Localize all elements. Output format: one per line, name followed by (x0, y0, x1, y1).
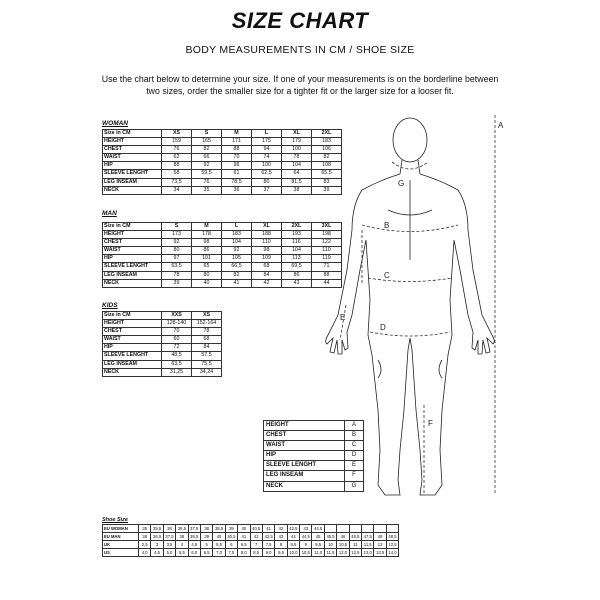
shoe-cell (362, 525, 374, 533)
table-cell: 38 (282, 186, 312, 194)
key-letter: F (345, 471, 364, 481)
shoe-cell: 45,5 (324, 533, 336, 541)
label-f: F (428, 419, 433, 428)
shoe-row (103, 541, 399, 549)
table-cell: 76 (192, 178, 222, 186)
table-cell: 62,5 (252, 170, 282, 178)
table-row (103, 336, 222, 344)
table-cell: 70 (162, 328, 192, 336)
shoe-cell: 6,0 (188, 549, 200, 557)
key-measurement: WAIST (264, 441, 345, 451)
neck-measure-line (392, 162, 428, 169)
shoe-cell: 42 (275, 525, 287, 533)
column-header: XS (162, 130, 192, 138)
table-cell: 35 (192, 186, 222, 194)
table-cell: 63,5 (162, 263, 192, 271)
table-cell: 78 (192, 328, 222, 336)
shoe-cell: 44,5 (300, 533, 312, 541)
column-header: S (192, 130, 222, 138)
table-cell: 128-140 (162, 320, 192, 328)
shoe-cell: 38,5 (213, 525, 225, 533)
row-label: HIP (103, 344, 162, 352)
table-cell: 198 (312, 231, 342, 239)
table-row (103, 368, 222, 376)
shoe-cell: 40,5 (250, 525, 262, 533)
table-cell: 104 (282, 162, 312, 170)
key-measurement: CHEST (264, 431, 345, 441)
key-letter: A (345, 421, 364, 431)
table-row (103, 344, 222, 352)
table-cell: 72 (162, 344, 192, 352)
table-cell: 173 (162, 231, 192, 239)
shoe-cell: 7,0 (213, 549, 225, 557)
label-a: A (498, 121, 504, 130)
table-cell: 64 (282, 170, 312, 178)
table-cell: 165 (192, 138, 222, 146)
shoe-cell: 36 (163, 525, 175, 533)
table-cell: 193 (282, 231, 312, 239)
column-header: Size in CM (103, 130, 162, 138)
row-label: HEIGHT (103, 320, 162, 328)
table-cell: 42 (252, 279, 282, 287)
table-cell: 31,25 (162, 368, 192, 376)
table-cell: 109 (252, 255, 282, 263)
shoe-cell: 5 (200, 541, 212, 549)
table-cell: 92 (192, 162, 222, 170)
table-cell: 171 (222, 138, 252, 146)
shoe-cell: 8,5 (287, 541, 299, 549)
table-cell: 66 (192, 154, 222, 162)
shoe-cell: 47,5 (362, 533, 374, 541)
row-label: NECK (103, 186, 162, 194)
shoe-cell (386, 525, 398, 533)
shoe-cell: 9 (300, 541, 312, 549)
column-header: 2XL (312, 130, 342, 138)
shoe-row (103, 525, 399, 533)
shoe-row (103, 549, 399, 557)
shoe-cell: 48 (374, 533, 386, 541)
shoe-cell: 11,5 (362, 541, 374, 549)
table-cell: 66,5 (222, 263, 252, 271)
row-label: WAIST (103, 336, 162, 344)
table-cell: 39 (312, 186, 342, 194)
row-label: LEG INSEAM (103, 271, 162, 279)
table-cell: 81,5 (282, 178, 312, 186)
row-label: WAIST (103, 154, 162, 162)
row-label: SLEEVE LENGHT (103, 263, 162, 271)
column-header: 2XL (282, 223, 312, 231)
table-cell: 57,5 (192, 352, 222, 360)
shoe-cell: 40 (238, 525, 250, 533)
row-label: NECK (103, 368, 162, 376)
shoe-cell: 42 (250, 533, 262, 541)
table-cell: 58 (162, 170, 192, 178)
table-cell: 65,5 (312, 170, 342, 178)
shoe-size-title: Shoe Size (102, 517, 128, 523)
label-d: D (380, 323, 386, 332)
shoe-cell: 3,5 (163, 541, 175, 549)
shoe-cell: 37,5 (188, 525, 200, 533)
shoe-cell: 4 (176, 541, 188, 549)
table-cell: 113 (282, 255, 312, 263)
table-cell: 84 (252, 271, 282, 279)
table-cell: 36 (222, 186, 252, 194)
table-cell: 80 (252, 178, 282, 186)
table-cell: 69,5 (282, 263, 312, 271)
table-cell: 122 (312, 239, 342, 247)
table-cell: 68 (192, 336, 222, 344)
shoe-cell: 7 (250, 541, 262, 549)
table-cell: 83 (312, 178, 342, 186)
shoe-cell: 43 (300, 525, 312, 533)
column-header: XXS (162, 312, 192, 320)
shoe-cell: 46 (337, 533, 349, 541)
key-measurement: LEG INSEAM (264, 471, 345, 481)
table-cell: 98 (252, 247, 282, 255)
table-cell: 110 (252, 239, 282, 247)
shoe-cell: 3 (151, 541, 163, 549)
key-letter: G (345, 481, 364, 491)
shoe-cell: 12 (374, 541, 386, 549)
table-cell: 96 (222, 162, 252, 170)
table-cell: 44 (312, 279, 342, 287)
key-measurement: HEIGHT (264, 421, 345, 431)
row-label: CHEST (103, 146, 162, 154)
head-outline (393, 118, 427, 162)
label-b: B (384, 221, 390, 230)
column-header: 3XL (312, 223, 342, 231)
table-cell: 61 (222, 170, 252, 178)
shoe-row-label: EU MAN (103, 533, 139, 541)
page-subtitle: BODY MEASUREMENTS IN CM / SHOE SIZE (185, 44, 415, 56)
row-label: CHEST (103, 239, 162, 247)
shoe-row-label: EU WOMAN (103, 525, 139, 533)
man-section-title: MAN (102, 210, 117, 217)
table-cell: 84 (192, 344, 222, 352)
shoe-cell: 6 (225, 541, 237, 549)
table-cell: 119 (312, 255, 342, 263)
shoe-cell: 45 (312, 533, 324, 541)
key-letter: B (345, 431, 364, 441)
shoe-cell: 12,5 (386, 541, 398, 549)
shoe-cell: 35 (139, 525, 151, 533)
sleeve-measure-line (340, 305, 346, 340)
table-cell: 100 (282, 146, 312, 154)
shoe-cell (337, 525, 349, 533)
row-label: CHEST (103, 328, 162, 336)
table-cell: 82 (222, 271, 252, 279)
label-c: C (384, 271, 390, 280)
table-cell: 78 (162, 271, 192, 279)
shoe-cell: 9,5 (312, 541, 324, 549)
table-cell: 110 (312, 247, 342, 255)
kids-section-title: KIDS (102, 302, 118, 309)
table-cell: 88 (312, 271, 342, 279)
key-measurement: NECK (264, 481, 345, 491)
table-cell: 82 (192, 146, 222, 154)
table-cell: 94 (252, 146, 282, 154)
column-header: L (222, 223, 252, 231)
table-row (103, 320, 222, 328)
row-label: SLEEVE LENGHT (103, 352, 162, 360)
shoe-cell (374, 525, 386, 533)
column-header: Size in CM (103, 223, 162, 231)
column-header: M (222, 130, 252, 138)
shoe-cell: 7,5 (225, 549, 237, 557)
shoe-cell: 10,5 (337, 541, 349, 549)
column-header: M (192, 223, 222, 231)
shoe-cell: 10 (324, 541, 336, 549)
shoe-cell: 8 (275, 541, 287, 549)
table-cell: 183 (312, 138, 342, 146)
key-measurement: HIP (264, 451, 345, 461)
shoe-cell: 11,5 (324, 549, 336, 557)
row-label: NECK (103, 279, 162, 287)
table-cell: 97 (162, 255, 192, 263)
shoe-cell: 10,5 (300, 549, 312, 557)
shoe-cell: 48,5 (386, 533, 398, 541)
shoe-cell: 39 (225, 525, 237, 533)
shoe-cell: 36,5 (176, 525, 188, 533)
key-letter: D (345, 451, 364, 461)
table-cell: 104 (222, 239, 252, 247)
page-title: SIZE CHART (231, 8, 369, 33)
table-cell: 179 (282, 138, 312, 146)
shoe-cell: 41 (238, 533, 250, 541)
shoe-cell: 37,5 (163, 533, 175, 541)
table-cell: 86 (282, 271, 312, 279)
shoe-cell: 6,5 (238, 541, 250, 549)
table-cell: 39 (162, 279, 192, 287)
row-label: LEG INSEAM (103, 360, 162, 368)
table-cell: 75,5 (192, 360, 222, 368)
shoe-cell: 8,0 (238, 549, 250, 557)
table-cell: 105 (222, 255, 252, 263)
table-cell: 104 (282, 247, 312, 255)
shoe-cell: 11 (349, 541, 361, 549)
shoe-cell: 9,0 (262, 549, 274, 557)
table-cell: 178 (192, 231, 222, 239)
shoe-cell: 8,5 (250, 549, 262, 557)
table-row (103, 328, 222, 336)
shoe-cell: 4,5 (188, 541, 200, 549)
shoe-cell: 13,5 (374, 549, 386, 557)
shoe-cell: 44 (287, 533, 299, 541)
shoe-cell: 38,5 (188, 533, 200, 541)
table-cell: 63,5 (162, 360, 192, 368)
shoe-cell: 4,0 (139, 549, 151, 557)
table-cell: 80 (162, 247, 192, 255)
table-cell: 80 (192, 271, 222, 279)
key-measurement: SLEEVE LENGHT (264, 461, 345, 471)
key-letter: C (345, 441, 364, 451)
table-cell: 188 (252, 231, 282, 239)
shoe-cell: 38 (176, 533, 188, 541)
body-figure (300, 110, 510, 510)
shoe-cell (324, 525, 336, 533)
column-header: Size in CM (103, 312, 162, 320)
row-label: LEG INSEAM (103, 178, 162, 186)
table-cell: 78 (282, 154, 312, 162)
label-g: G (398, 179, 405, 188)
column-header: XL (282, 130, 312, 138)
shoe-cell: 7,5 (262, 541, 274, 549)
table-cell: 65 (192, 263, 222, 271)
shoe-cell: 39 (200, 533, 212, 541)
row-label: WAIST (103, 247, 162, 255)
table-cell: 98 (192, 239, 222, 247)
shoe-cell: 46,5 (349, 533, 361, 541)
table-cell: 73,5 (162, 178, 192, 186)
table-cell: 37 (252, 186, 282, 194)
shoe-cell: 42,5 (287, 525, 299, 533)
shoe-row (103, 533, 399, 541)
shoe-cell: 11,0 (312, 549, 324, 557)
row-label: HIP (103, 255, 162, 263)
table-cell: 106 (312, 146, 342, 154)
shoe-cell: 44,5 (312, 525, 324, 533)
waist-measure-line (368, 278, 452, 282)
table-cell: 40 (192, 279, 222, 287)
table-cell: 48,5 (162, 352, 192, 360)
shoe-cell: 10,0 (287, 549, 299, 557)
shoe-cell: 12,5 (349, 549, 361, 557)
table-cell: 183 (222, 231, 252, 239)
table-cell: 175 (252, 138, 282, 146)
table-cell: 68 (252, 263, 282, 271)
shoe-cell: 4,5 (151, 549, 163, 557)
table-cell: 101 (192, 255, 222, 263)
table-cell: 43 (282, 279, 312, 287)
shoe-cell: 42,5 (262, 533, 274, 541)
table-cell: 86 (192, 247, 222, 255)
shoe-cell: 38 (200, 525, 212, 533)
table-cell: 60 (162, 336, 192, 344)
table-cell: 92 (222, 247, 252, 255)
shoe-cell: 5,5 (176, 549, 188, 557)
column-header: XL (252, 223, 282, 231)
table-cell: 88 (162, 162, 192, 170)
row-label: HEIGHT (103, 138, 162, 146)
table-header-row (103, 312, 222, 320)
shoe-size-table (102, 524, 399, 557)
table-cell: 100 (252, 162, 282, 170)
woman-section-title: WOMAN (102, 120, 128, 127)
row-label: HIP (103, 162, 162, 170)
table-row (103, 352, 222, 360)
table-cell: 116 (282, 239, 312, 247)
shoe-row-label: UK (103, 541, 139, 549)
shoe-cell: 6,5 (200, 549, 212, 557)
table-row (103, 360, 222, 368)
shoe-cell: 9,5 (275, 549, 287, 557)
table-cell: 71 (312, 263, 342, 271)
knee-detail (378, 360, 442, 378)
shoe-cell: 43 (275, 533, 287, 541)
shoe-row-label: US (103, 549, 139, 557)
hip-measure-line (370, 332, 450, 336)
column-header: S (162, 223, 192, 231)
table-cell: 76 (162, 146, 192, 154)
table-cell: 159 (162, 138, 192, 146)
shoe-cell: 5,5 (213, 541, 225, 549)
key-letter: E (345, 461, 364, 471)
column-header: L (252, 130, 282, 138)
shoe-cell: 36,5 (151, 533, 163, 541)
intro-text: Use the chart below to determine your size. If one of your measurements is on the borderline between two sizes, order the smaller size for a tighter fit or the larger size for a looser fit. (101, 74, 499, 96)
label-e: E (340, 313, 346, 322)
shoe-cell: 41 (262, 525, 274, 533)
table-cell: 92 (162, 239, 192, 247)
shoe-cell: 36 (139, 533, 151, 541)
torso-detail (388, 180, 432, 260)
shoe-cell: 35,5 (151, 525, 163, 533)
table-cell: 70 (222, 154, 252, 162)
shoe-cell: 5,0 (163, 549, 175, 557)
shoe-cell: 14,0 (386, 549, 398, 557)
table-cell: 62 (162, 154, 192, 162)
table-cell: 59,5 (192, 170, 222, 178)
shoe-cell: 40 (213, 533, 225, 541)
shoe-cell: 40,5 (225, 533, 237, 541)
row-label: HEIGHT (103, 231, 162, 239)
table-cell: 74 (252, 154, 282, 162)
table-cell: 34 (162, 186, 192, 194)
table-cell: 34,24 (192, 368, 222, 376)
shoe-cell (349, 525, 361, 533)
shoe-cell: 13,0 (362, 549, 374, 557)
table-cell: 78,5 (222, 178, 252, 186)
shoe-cell: 12,0 (337, 549, 349, 557)
column-header: XS (192, 312, 222, 320)
row-label: SLEEVE LENGHT (103, 170, 162, 178)
table-cell: 152-164 (192, 320, 222, 328)
table-cell: 82 (312, 154, 342, 162)
table-cell: 88 (222, 146, 252, 154)
shoe-cell: 2,5 (139, 541, 151, 549)
table-cell: 41 (222, 279, 252, 287)
table-cell: 108 (312, 162, 342, 170)
kids-size-table (102, 311, 222, 377)
